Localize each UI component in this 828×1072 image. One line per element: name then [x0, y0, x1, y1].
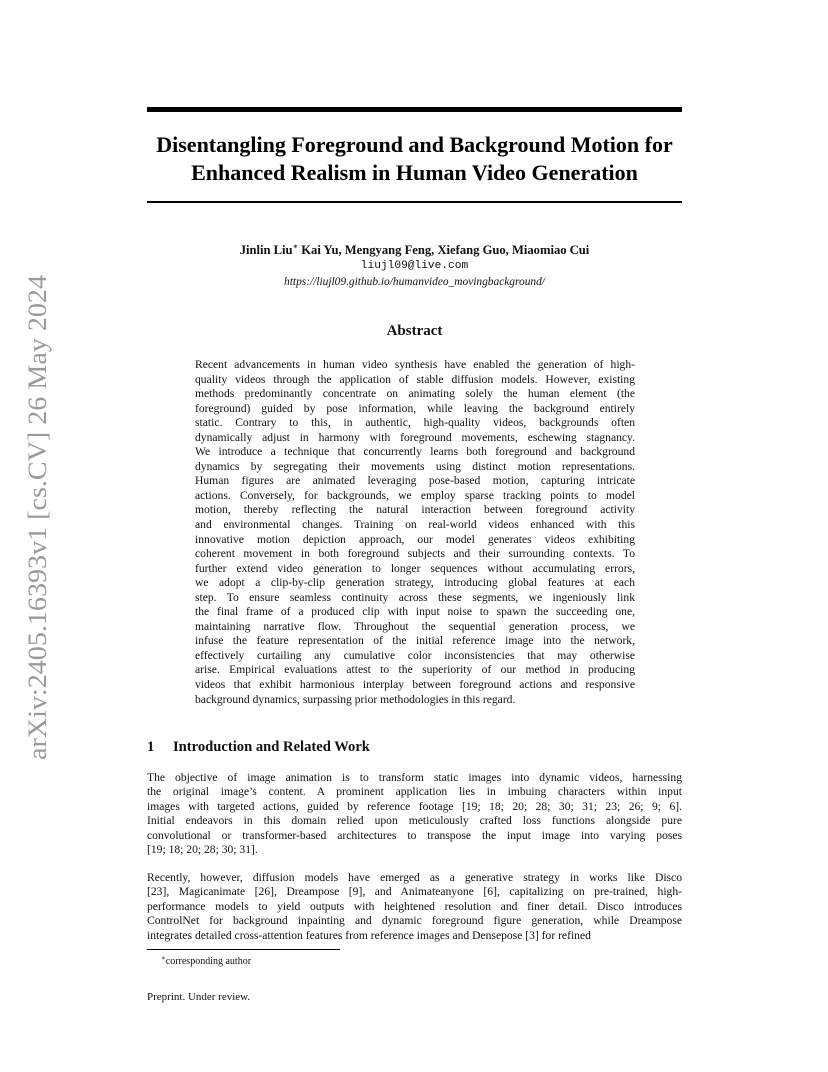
text-line: background dynamics, surpassing prior methodologies in this regard. — [195, 692, 516, 706]
text-line: effectively curtailing any cumulative color inconsistencies that may otherwise — [195, 648, 635, 662]
text-line: motion, thereby reflecting the natural interaction between foreground activity — [195, 503, 635, 517]
author-email[interactable]: liujl09@live.com — [360, 260, 469, 272]
section-heading — [147, 737, 370, 757]
text-line: The objective of image animation is to transform static images into dynamic videos, harnessing — [147, 771, 682, 784]
text-line: convolutional or transformer-based architectures to transpose the input image into varying poses — [147, 828, 682, 842]
text-line: performance models to yield outputs with heightened resolution and finer detail. Disco introduces — [147, 899, 682, 913]
text-line: infuse the feature representation of the initial reference image into the network, — [195, 634, 635, 648]
text-line: Recent advancements in human video synthesis have enabled the generation of high- — [195, 358, 635, 371]
abstract-body — [195, 358, 635, 707]
text-line: quality videos through the application of stable diffusion models. However, existing — [195, 372, 635, 386]
text-line: and environmental changes. Training on real-world videos enhanced with this — [195, 518, 635, 532]
text-line: integrates detailed cross-attention features from reference images and Densepose [3] for refined — [147, 928, 591, 942]
text-line: Human figures are animated leveraging pose-based motion, capturing intricate — [195, 474, 635, 488]
body-paragraph — [147, 771, 682, 857]
section-title: Introduction and Related Work — [173, 739, 370, 755]
text-line: Initial endeavors in this domain relied upon meticulously crafted loss functions alongside pure — [147, 814, 682, 828]
footnote-rule — [147, 949, 340, 950]
text-line: ControlNet for background inpainting and dynamic foreground figure generation, while Dreampose — [147, 914, 682, 928]
title-bottom-rule — [147, 201, 682, 203]
text-line: step. To ensure seamless continuity across these segments, we ingeniously link — [195, 590, 635, 604]
text-line: static. Contrary to this, in authentic, high-quality videos, backgrounds often — [195, 416, 635, 430]
text-line: the final frame of a produced clip with input noise to spawn the succeeding one, — [195, 605, 635, 619]
text-line: actions. Conversely, for backgrounds, we employ sparse tracking points to model — [195, 488, 635, 502]
text-line: innovative motion depiction approach, our model generates videos exhibiting — [195, 532, 635, 546]
text-line: images with targeted actions, guided by reference footage [19; 18; 20; 28; 30; 31; 23; 26; 9; 6]. — [147, 799, 682, 813]
corresponding-mark: ∗ — [292, 242, 299, 251]
abstract-heading: Abstract — [386, 323, 443, 339]
text-line: Recently, however, diffusion models have emerged as a generative strategy in works like Disco — [147, 871, 682, 884]
text-line: [23], Magicanimate [26], Dreampose [9], and Animateanyone [6], capitalizing on pre-trained, high- — [147, 885, 682, 899]
text-line: dynamics by segregating their movements using distinct motion representations. — [195, 459, 635, 473]
text-line: coherent movement in both foreground subjects and their surrounding contexts. To — [195, 547, 635, 561]
section-number: 1 — [147, 739, 155, 755]
preprint-note: Preprint. Under review. — [147, 991, 251, 1003]
text-line: arise. Empirical evaluations attest to the superiority of our method in producing — [195, 663, 635, 677]
text-line: further extend video generation to longer sequences without accumulating errors, — [195, 561, 635, 575]
author-block — [147, 238, 682, 291]
footnote-text: corresponding author — [165, 956, 252, 967]
other-authors: Kai Yu, Mengyang Feng, Xiefang Guo, Miaomiao Cui — [298, 243, 590, 257]
arxiv-side-stamp — [22, 275, 52, 760]
first-author: Jinlin Liu — [239, 243, 293, 257]
text-line: We introduce a technique that concurrently learns both foreground and background — [195, 445, 635, 459]
author-list — [147, 238, 682, 259]
arxiv-identifier: arXiv:2405.16393v1 [cs.CV] 26 May 2024 — [23, 310, 52, 760]
title-line: Enhanced Realism in Human Video Generation — [191, 160, 638, 185]
text-line: dynamically adjust in harmony with foreground movements, eschewing stagnancy. — [195, 430, 635, 444]
title-top-rule — [147, 107, 682, 112]
footnote — [161, 952, 251, 968]
text-line: videos that exhibit harmonious interplay between foreground actions and responsive — [195, 678, 635, 692]
text-line: methods predominantly concentrate on animating solely the human element (the — [195, 387, 635, 401]
body-paragraph — [147, 871, 682, 943]
text-line: foreground) guided by pose information, while leaving the background entirely — [195, 401, 635, 415]
text-line: we adopt a clip-by-clip generation strategy, introducing global features at each — [195, 576, 635, 590]
title-line: Disentangling Foreground and Background Motion for — [156, 132, 673, 157]
text-line: [19; 18; 20; 28; 30; 31]. — [147, 843, 258, 857]
footnote-mark: ∗ — [161, 954, 166, 962]
project-url[interactable]: https://liujl09.github.io/humanvideo_movingbackground/ — [284, 276, 545, 288]
text-line: the original image’s content. A prominent application lies in imbuing characters within input — [147, 785, 682, 799]
text-line: maintaining narrative flow. Throughout the sequential generation process, we — [195, 619, 635, 633]
paper-title — [147, 131, 682, 187]
